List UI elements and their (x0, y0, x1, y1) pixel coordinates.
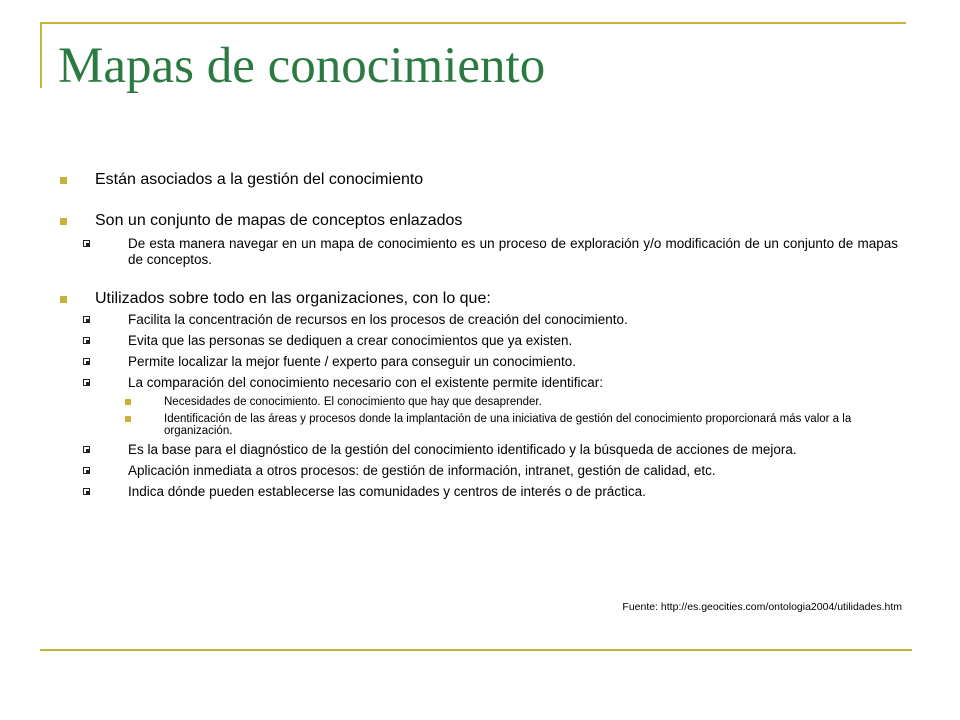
slide-content (58, 170, 908, 500)
sub-bullet-text: Facilita la concentración de recursos en los procesos de creación del conocimiento. (128, 312, 628, 327)
sub-bullet-3-5 (58, 442, 908, 458)
sub-bullet-text: La comparación del conocimiento necesario con el existente permite identificar: (128, 375, 604, 390)
bullet-2 (58, 211, 908, 231)
sub-bullet-text: Es la base para el diagnóstico de la gestión del conocimiento identificado y la búsqueda de acciones de mejora. (128, 442, 797, 457)
hollow-square-bullet-icon (83, 358, 90, 365)
square-bullet-icon (60, 296, 67, 303)
sub-bullet-3-6 (58, 463, 908, 479)
hollow-square-bullet-icon (83, 488, 90, 495)
sub-sub-bullet-2 (58, 413, 908, 437)
hollow-square-bullet-icon (83, 337, 90, 344)
hollow-square-bullet-icon (83, 379, 90, 386)
hollow-square-bullet-icon (83, 467, 90, 474)
sub-bullet-text: Permite localizar la mejor fuente / experto para conseguir un conocimiento. (128, 354, 576, 369)
sub-bullet-2-1 (58, 236, 908, 268)
sub-bullet-text: Indica dónde pueden establecerse las comunidades y centros de interés o de práctica. (128, 484, 646, 499)
hollow-square-bullet-icon (83, 240, 90, 247)
hollow-square-bullet-icon (83, 446, 90, 453)
bullet-3 (58, 289, 908, 309)
square-bullet-icon (60, 177, 67, 184)
slide-title: Mapas de conocimiento (58, 38, 546, 94)
sub-sub-bullet-text: Necesidades de conocimiento. El conocimiento que hay que desaprender. (164, 396, 542, 408)
sub-bullet-text: De esta manera navegar en un mapa de conocimiento es un proceso de exploración y/o modificación de un conjunto de mapas de conceptos. (128, 236, 898, 267)
bullet-text: Están asociados a la gestión del conocimiento (95, 171, 424, 188)
sub-bullet-3-1 (58, 312, 908, 328)
sub-bullet-3-2 (58, 333, 908, 349)
left-rule (40, 22, 42, 88)
sub-sub-bullet-text: Identificación de las áreas y procesos donde la implantación de una iniciativa de gestión del conocimiento proporcionará más valor a la organización. (164, 413, 852, 437)
sub-sub-bullet-1 (58, 396, 908, 408)
square-bullet-icon (125, 416, 131, 422)
hollow-square-bullet-icon (83, 316, 90, 323)
bullet-text: Son un conjunto de mapas de conceptos enlazados (95, 212, 463, 229)
bullet-text: Utilizados sobre todo en las organizaciones, con lo que: (95, 290, 491, 307)
square-bullet-icon (125, 399, 131, 405)
sub-bullet-3-7 (58, 484, 908, 500)
square-bullet-icon (60, 218, 67, 225)
sub-bullet-3-3 (58, 354, 908, 370)
sub-bullet-text: Aplicación inmediata a otros procesos: de gestión de información, intranet, gestión de calidad, etc. (128, 463, 716, 478)
source-citation: Fuente: http://es.geocities.com/ontologia2004/utilidades.htm (622, 601, 902, 613)
sub-bullet-3-4 (58, 375, 908, 391)
bullet-1 (58, 170, 908, 190)
sub-bullet-text: Evita que las personas se dediquen a crear conocimientos que ya existen. (128, 333, 573, 348)
bottom-rule (40, 649, 912, 651)
top-rule (40, 22, 906, 24)
